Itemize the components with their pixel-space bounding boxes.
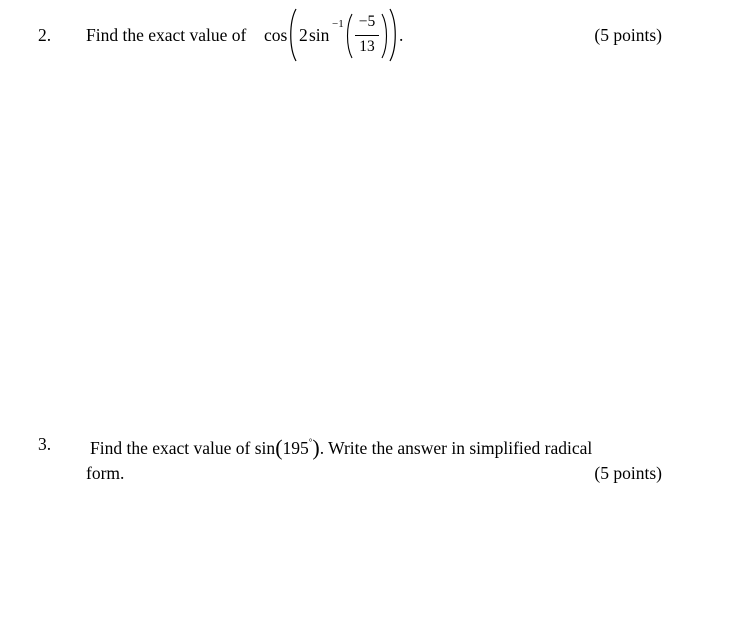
problem-2-expression bbox=[262, 6, 422, 62]
problem-3-points: (5 points) bbox=[594, 463, 662, 483]
inner-function: sin bbox=[309, 25, 330, 45]
fraction-denominator: 13 bbox=[359, 38, 375, 55]
problem-2-number: 2. bbox=[38, 25, 52, 45]
inverse-exponent: −1 bbox=[332, 18, 344, 30]
problem-3-prompt-end: . Write the answer in simplified radical bbox=[319, 438, 593, 458]
problem-3-prompt-line-1 bbox=[90, 436, 592, 458]
expression-end: . bbox=[399, 25, 404, 45]
left-paren: ( bbox=[275, 435, 283, 460]
outer-left-paren bbox=[288, 8, 298, 62]
fraction-bar bbox=[355, 35, 379, 36]
problem-3-prompt-line-2: form. bbox=[86, 463, 125, 483]
problem-2-prompt: Find the exact value of bbox=[86, 25, 247, 45]
problem-3-angle: 195 bbox=[282, 438, 309, 458]
problem-2-points: (5 points) bbox=[594, 25, 662, 45]
problem-3-function: sin bbox=[254, 438, 276, 458]
outer-right-paren bbox=[388, 8, 398, 62]
fraction-numerator: −5 bbox=[358, 13, 376, 30]
outer-function: cos bbox=[264, 25, 288, 45]
coefficient: 2 bbox=[299, 25, 308, 45]
inner-left-paren bbox=[345, 13, 354, 59]
problem-3-number: 3. bbox=[38, 434, 52, 454]
degree-symbol: ° bbox=[308, 437, 313, 447]
problem-3-prompt-start: Find the exact value of bbox=[90, 438, 251, 458]
right-paren: ) bbox=[312, 435, 320, 460]
